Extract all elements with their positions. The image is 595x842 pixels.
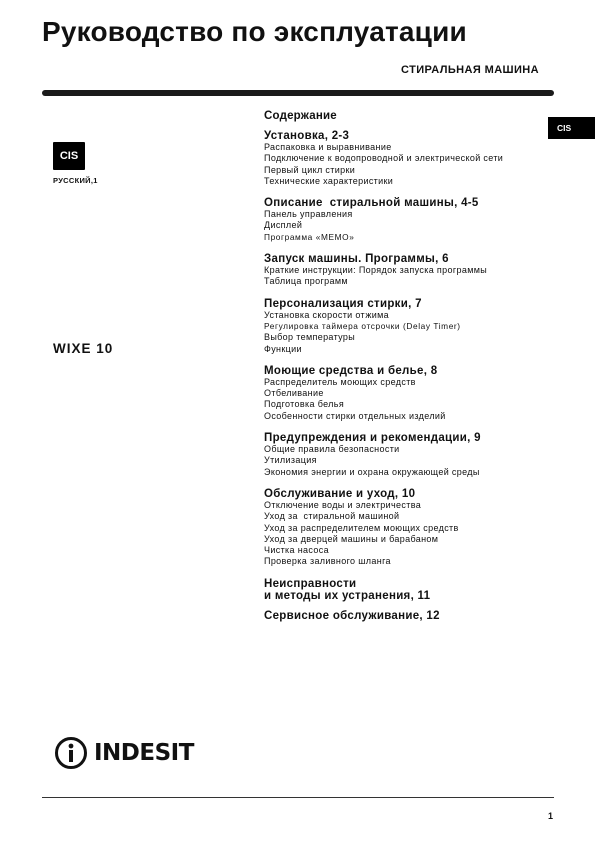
toc-item: Подготовка белья xyxy=(264,399,345,410)
toc-section-title: Описание стиральной машины, 4-5 xyxy=(264,197,479,210)
toc-item: Регулировка таймера отсрочки (Delay Timer) xyxy=(264,320,461,331)
toc-item: Подключение к водопроводной и электрической сети xyxy=(264,153,504,164)
toc-section-title: Персонализация стирки, 7 xyxy=(264,297,422,310)
toc-item: Распаковка и выравнивание xyxy=(264,142,392,152)
language-label: РУССКИЙ,1 xyxy=(53,176,98,185)
page-subtitle: СТИРАЛЬНАЯ МАШИНА xyxy=(401,64,539,76)
toc-section-title: Запуск машины. Программы, 6 xyxy=(264,253,449,266)
toc-item: Выбор температуры xyxy=(264,332,356,343)
footer-divider xyxy=(42,797,554,798)
toc-section-title: Обслуживание и уход, 10 xyxy=(264,487,416,500)
toc-item: Дисплей xyxy=(264,220,303,231)
toc-item: Чистка насоса xyxy=(264,545,329,556)
page-title: Руководство по эксплуатации xyxy=(42,16,467,47)
toc-heading: Содержание xyxy=(264,110,337,122)
toc-item: Панель управления xyxy=(264,209,353,220)
toc-item: Технические характеристики xyxy=(264,175,394,186)
toc-section xyxy=(264,197,554,243)
toc-item: Первый цикл стирки xyxy=(264,164,356,175)
toc-item: Программа «МЕМО» xyxy=(264,231,355,242)
toc-item: Проверка заливного шланга xyxy=(264,556,391,567)
toc-section-title: Предупреждения и рекомендации, 9 xyxy=(264,432,481,445)
toc-section-title: Моющие средства и белье, 8 xyxy=(264,364,438,377)
toc-item: Отключение воды и электричества xyxy=(264,499,422,510)
model-name: WIXE 10 xyxy=(53,341,114,356)
toc-item: Отбеливание xyxy=(264,388,324,399)
toc-item: Функции xyxy=(264,343,302,354)
toc-item: Краткие инструкции: Порядок запуска программы xyxy=(264,265,488,276)
toc-item: Экономия энергии и охрана окружающей среды xyxy=(264,466,480,477)
brand-name: INDESIT xyxy=(94,740,194,766)
toc-item: Уход за распределителем моющих средств xyxy=(264,522,459,533)
toc-section xyxy=(264,488,554,568)
toc-section xyxy=(264,253,554,288)
toc-item: Распределитель моющих средств xyxy=(264,376,416,387)
brand-logo-mark-icon xyxy=(54,736,88,770)
toc-section xyxy=(264,298,554,355)
toc-item: Общие правила безопасности xyxy=(264,444,400,455)
toc-item: Установка скорости отжима xyxy=(264,309,389,320)
toc-section xyxy=(264,130,554,187)
header-divider xyxy=(42,90,554,96)
toc-item: Уход за дверцей машины и барабаном xyxy=(264,533,439,544)
toc-item: Уход за стиральной машиной xyxy=(264,511,400,522)
toc-item: Особенности стирки отдельных изделий xyxy=(264,410,446,421)
toc-section xyxy=(264,432,554,478)
toc-item: Утилизация xyxy=(264,455,317,466)
table-of-contents xyxy=(264,110,554,632)
brand-logo xyxy=(54,735,194,771)
toc-section xyxy=(264,610,554,622)
page-number: 1 xyxy=(548,811,554,821)
toc-section-title: Неисправности и методы их устранения, 11 xyxy=(264,577,431,602)
toc-item: Таблица программ xyxy=(264,276,348,287)
toc-section xyxy=(264,365,554,422)
toc-section-title: Установка, 2-3 xyxy=(264,130,350,142)
side-language-tab: CIS xyxy=(548,117,595,139)
toc-section xyxy=(264,578,554,602)
toc-section-title: Сервисное обслуживание, 12 xyxy=(264,609,440,622)
language-badge: CIS xyxy=(53,142,85,170)
